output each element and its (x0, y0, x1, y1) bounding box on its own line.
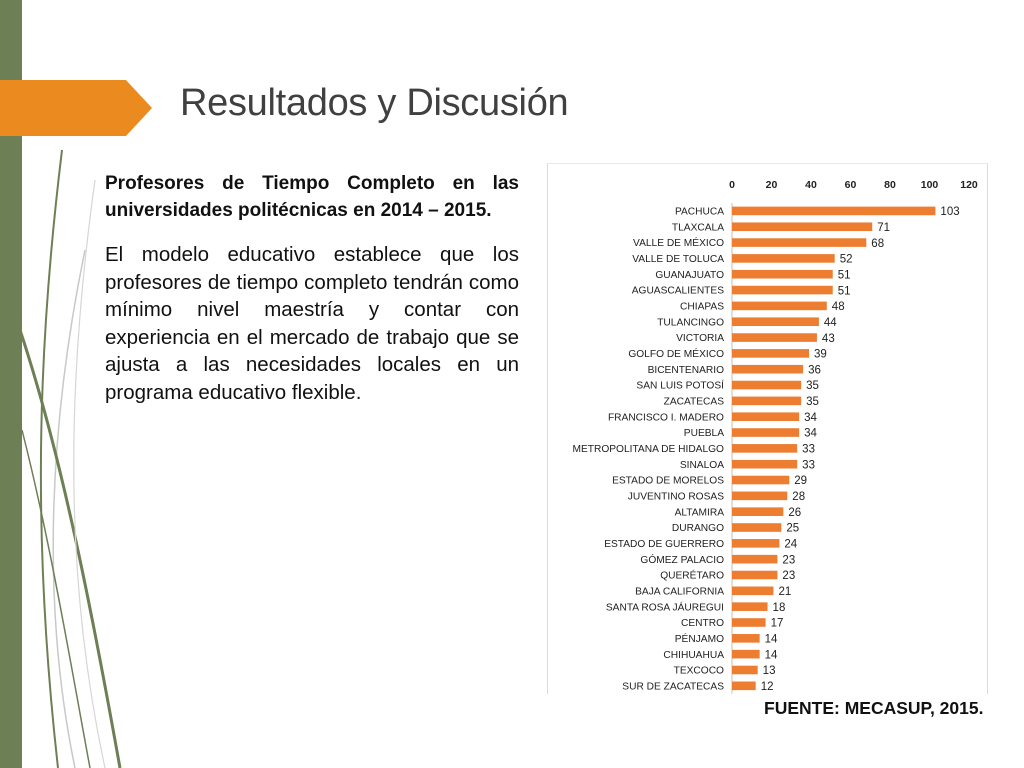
data-label: 51 (837, 285, 851, 298)
data-label: 103 (940, 206, 960, 219)
category-label: QUERÉTARO (660, 570, 724, 582)
slide-title: Resultados y Discusión (180, 82, 569, 124)
data-label: 44 (823, 316, 837, 329)
category-label: BICENTENARIO (647, 364, 724, 376)
bar (732, 381, 801, 390)
data-label: 34 (804, 411, 817, 424)
data-label: 48 (831, 301, 845, 314)
x-tick-label: 80 (884, 179, 896, 191)
bar (732, 222, 872, 231)
bar (732, 428, 799, 437)
chart-canvas (548, 164, 987, 694)
data-label: 25 (786, 522, 800, 535)
bar (732, 507, 783, 516)
body-paragraph: El modelo educativo establece que los profesores de tiempo completo tendrán como mínimo nivel maestría y contar con experiencia en el mercado de trabajo que se ajusta a las necesidades locales en un programa educativo flexible. (105, 243, 519, 404)
bar (732, 476, 789, 485)
bar (732, 207, 935, 216)
data-label: 26 (788, 506, 802, 519)
data-label: 23 (782, 570, 796, 583)
source-note: FUENTE: MECASUP, 2015. (764, 698, 984, 718)
data-label: 51 (837, 269, 851, 282)
bar (732, 555, 777, 564)
bar (732, 682, 756, 691)
x-tick-label: 100 (920, 179, 939, 191)
category-label: PACHUCA (674, 206, 724, 218)
data-label: 35 (806, 396, 819, 409)
category-label: ALTAMIRA (674, 507, 724, 519)
category-label: ESTADO DE GUERRERO (604, 538, 724, 550)
data-label: 33 (802, 443, 815, 456)
bar (732, 365, 803, 374)
category-label: PUEBLA (683, 428, 724, 440)
text-block (105, 170, 519, 406)
bar (732, 349, 809, 358)
bar (732, 666, 758, 675)
category-label: TULANCINGO (657, 317, 724, 329)
x-tick-label: 40 (805, 179, 817, 191)
data-label: 68 (871, 237, 885, 250)
category-label: VALLE DE TOLUCA (632, 254, 724, 266)
bar (732, 460, 797, 469)
bar (732, 571, 777, 580)
bar (732, 587, 773, 596)
category-label: METROPOLITANA DE HIDALGO (572, 443, 724, 455)
bar (732, 412, 799, 421)
bar (732, 634, 760, 643)
data-label: 43 (821, 332, 835, 345)
bar (732, 302, 827, 311)
category-label: CHIAPAS (680, 301, 724, 313)
data-label: 12 (760, 681, 774, 694)
bar (732, 650, 760, 659)
category-label: TEXCOCO (673, 665, 724, 677)
category-label: VICTORIA (676, 333, 724, 345)
bar (732, 270, 833, 279)
data-label: 14 (764, 649, 778, 662)
category-label: ESTADO DE MORELOS (612, 475, 724, 487)
x-tick-label: 20 (765, 179, 778, 191)
category-label: PÉNJAMO (674, 633, 724, 645)
category-label: GOLFO DE MÉXICO (628, 348, 724, 360)
title-accent-arrow (0, 80, 152, 136)
category-label: TLAXCALA (671, 222, 724, 234)
x-tick-label: 120 (960, 179, 978, 191)
category-label: GUANAJUATO (655, 269, 724, 281)
category-label: AGUASCALIENTES (631, 285, 724, 297)
x-tick-label: 60 (844, 179, 857, 191)
data-label: 29 (794, 475, 808, 488)
bar (732, 523, 781, 532)
bar (732, 254, 835, 263)
category-label: BAJA CALIFORNIA (635, 586, 724, 598)
data-label: 17 (770, 617, 784, 630)
data-label: 18 (772, 601, 786, 614)
category-label: JUVENTINO ROSAS (627, 491, 724, 503)
category-label: CHIHUAHUA (663, 649, 724, 661)
data-label: 39 (814, 348, 827, 361)
subtitle: Profesores de Tiempo Completo en las universidades politécnicas en 2014 – 2015. (105, 173, 519, 221)
bar (732, 602, 768, 611)
bar-chart (547, 163, 988, 694)
category-label: DURANGO (671, 523, 724, 535)
bar (732, 238, 866, 247)
bar (732, 333, 817, 342)
bar (732, 286, 833, 295)
data-label: 23 (782, 554, 796, 567)
data-label: 34 (804, 427, 817, 440)
x-tick-label: 0 (729, 179, 735, 191)
category-label: GÓMEZ PALACIO (640, 554, 724, 566)
bar (732, 317, 819, 326)
bar (732, 492, 787, 501)
data-label: 35 (806, 380, 819, 393)
bar (732, 539, 779, 548)
category-label: FRANCISCO I. MADERO (607, 412, 724, 424)
category-label: ZACATECAS (663, 396, 724, 408)
data-label: 33 (802, 459, 815, 472)
bar (732, 618, 766, 627)
data-label: 52 (839, 253, 853, 266)
category-label: VALLE DE MÉXICO (633, 238, 724, 250)
category-label: SINALOA (679, 459, 724, 471)
bar (732, 397, 801, 406)
bar (732, 444, 797, 453)
data-label: 28 (792, 491, 806, 504)
data-label: 21 (778, 586, 792, 599)
category-label: SUR DE ZACATECAS (622, 681, 724, 693)
data-label: 24 (784, 538, 798, 551)
category-label: SANTA ROSA JÁUREGUI (605, 602, 724, 614)
category-label: SAN LUIS POTOSÍ (636, 380, 724, 392)
data-label: 14 (764, 633, 778, 646)
data-label: 71 (877, 221, 891, 234)
data-label: 13 (762, 665, 776, 678)
data-label: 36 (808, 364, 821, 377)
category-label: CENTRO (680, 618, 724, 630)
